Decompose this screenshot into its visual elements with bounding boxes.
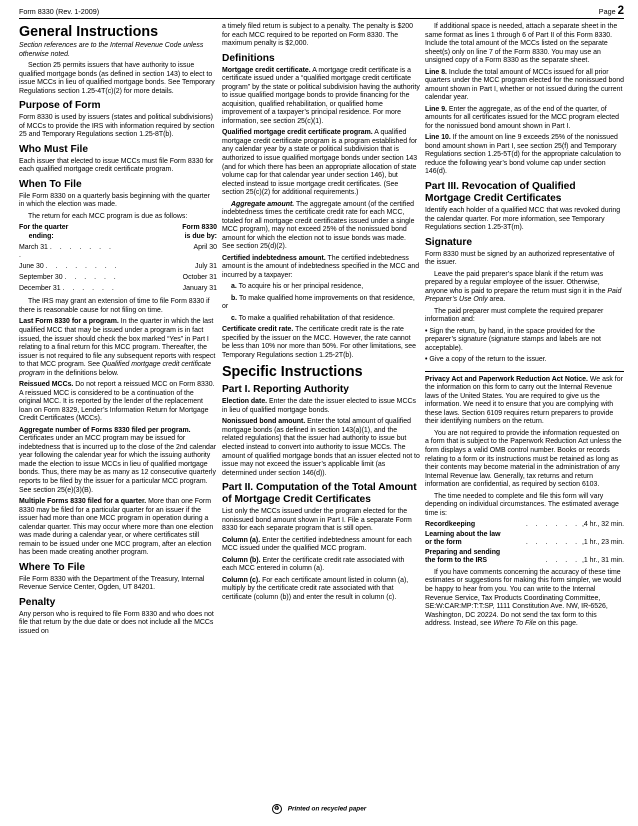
additional-space-paragraph: If additional space is needed, attach a separate sheet in the same format as lines 1 through 6 of Part II of this Form 8330. Include the total amount of the MCCs listed on the separate sheet(s) only on line 7 of the Form 8330. You may use an unsigned copy of a Form 8330 as the separate sheet. — [425, 23, 618, 65]
bullet-icon: • — [425, 327, 428, 335]
part-3-heading: Part III. Revocation of Qualified Mortgage Credit Certificates — [425, 180, 576, 204]
part-2-heading: Part II. Computation of the Total Amount of Mortgage Credit Certificates — [222, 482, 417, 506]
part-1-heading: Part I. Reporting Authority — [222, 384, 349, 396]
specific-instructions-heading: Specific Instructions — [222, 364, 363, 381]
column-2 — [222, 23, 420, 605]
signature-paragraph-1: Form 8330 must be signed by an authorized representative of the issuer. — [425, 250, 615, 267]
purpose-paragraph: Form 8330 is used by issuers (states and political subdivisions) of MCCs to provide the IRS with information required by section 25 and Temporary Regulations section 1.25-8T(b). — [19, 114, 215, 139]
last-form-paragraph: Last Form 8330 for a program. In the quarter in which the last qualified MCC that may be issued under a program is in fact issued, the issuer should check the box marked “Yes” in Part I relating to a final return for this MCC program. Thereafter, the issuer is not required to file any subsequent reports with respect to that MCC program. See Qualified mortgage credit certificate program in the definitions below. — [19, 318, 216, 377]
estimate-preparing: Preparing and sending the form to the IRS . . . . ,1 hr., 31 min. — [425, 548, 624, 565]
recycle-icon: ♻ — [272, 804, 282, 814]
list-item: a. To acquire his or her principal residence, — [231, 283, 364, 291]
line-8-paragraph: Line 8. Include the total amount of MCCs issued for all prior quarters under the MCC program elected for the nonissued bond amount shown in Part I, whether or not issued during the current calendar year. — [425, 68, 624, 102]
due-date-table — [19, 224, 217, 295]
page-number: Page 2 — [598, 5, 624, 17]
who-must-file-heading: Who Must File — [19, 143, 89, 155]
section-25-paragraph: Section 25 permits issuers that have authority to issue qualified mortgage bonds (as defined in section 143) to elect to issue MCCs in lieu of qualified mortgage bonds. See Temporary Regulations section 1.25-4T(c)(2) for more details. — [19, 61, 215, 95]
signature-paragraph-2: Leave the paid preparer’s space blank if the return was prepared by a regular employee of the issuer. Otherwise, anyone who is paid to prepare the return must sign it in the Paid Preparer’s Use Only area. — [425, 270, 622, 304]
signature-heading: Signature — [425, 236, 472, 248]
multiple-forms-paragraph: Multiple Forms 8330 filed for a quarter. More than one Form 8330 may be filed for a particular quarter for an issuer if the issuer had more than one MCC program in operation during a calendar quarter. This may occur where more than one election was made during a calendar year, or where certificates still remain to be issued under one MCC program, after an election has been made creating another program. — [19, 498, 214, 557]
table-row: September 30 . . . . . . October 31 — [19, 273, 217, 281]
page-footer — [0, 804, 638, 814]
quarter-column-header: For the quarter ending: — [19, 224, 69, 240]
definitions-heading: Definitions — [222, 52, 275, 64]
credit-rate-definition: Certificate credit rate. The certificate credit rate is the rate specified by the issuer on the MCC. However, the rate cannot be less than 10% nor more than 50%. For other limitations, see Temporary Regulations section 1.25-2T(b). — [222, 326, 416, 359]
form-revision-label: Form 8330 (Rev. 1-2009) — [19, 7, 100, 16]
extension-paragraph: The IRS may grant an extension of time to file Form 8330 if there is reasonable cause for not filing on time. — [19, 298, 210, 314]
not-required-paragraph: You are not required to provide the information requested on a form that is subject to the Paperwork Reduction Act unless the form displays a valid OMB control number. Books or records relating to a form or its instructions must be retained as long as their contents may become material in the administration of any Internal Revenue law. Generally, tax returns and return information are confidential, as required by section 6103. — [425, 429, 622, 489]
column-b-paragraph: Column (b). Enter the certificate credit rate associated with each MCC entered in column (a). — [222, 556, 405, 573]
time-estimate-paragraph: The time needed to complete and file this form will vary depending on individual circumstances. The estimated average time is: — [425, 492, 619, 517]
due-column-header: Form 8330 is due by: — [182, 224, 217, 240]
aggregate-number-paragraph: Aggregate number of Forms 8330 filed per program. Certificates under an MCC program may be issued for indebtedness that is incurred up to the close of the 2nd calendar year following the calendar year for which the issuing authority made the election to issue MCCs in lieu of qualified mortgage bonds. Thus, there may be as many as 12 consecutive quarterly reports to be filed by the issuer for a particular MCC program. See section 25(e)(3)(B). — [19, 426, 217, 494]
nonissued-bond-paragraph: Nonissued bond amount. Enter the total amount of qualified mortgage bonds (as defined in section 143(a)(1), and the related regulations) that the issuer had authority to issue but elected instead to convert into authority to issue MCCs. The amount of qualified mortgage bonds that an issuer elected not to issue may not exceed the issuer’s applicable limit (as determined under section 146(d)). — [222, 418, 420, 477]
signature-paragraph-3: The paid preparer must complete the required preparer information and: — [425, 307, 604, 324]
where-to-file-heading: Where To File — [19, 561, 86, 573]
mcc-definition: Mortgage credit certificate. A mortgage credit certificate is a certificate issued under a “qualified mortgage credit certificate program” by the state or political subdivision having the authority to issue qualified mortgage bonds to provide financing for the acquisition, qualified rehabilitation, or qualified home improvement of a taxpayer’s principal residence. For more information, see section 25(c)(1). — [222, 66, 420, 125]
certified-indebtedness-definition: Certified indebtedness amount. The certified indebtedness amount is the amount of indebtedness specified in the MCC and incurred by a taxpayer: — [222, 254, 420, 279]
purpose-heading: Purpose of Form — [19, 100, 101, 112]
who-must-file-paragraph: Each issuer that elected to issue MCCs must file Form 8330 for each qualified mortgage credit certificate program. — [19, 157, 214, 174]
table-row: December 31 . . . . . . January 31 — [19, 284, 217, 292]
column-1 — [19, 23, 217, 639]
table-row: March 31 . . . . . . . . April 30 — [19, 243, 217, 260]
part-2-paragraph: List only the MCCs issued under the program elected for the nonissued bond amount shown in Part I. File a separate Form 8330 for each separate program that is still open. — [222, 508, 412, 533]
list-item: b. To make qualified home improvements on that residence, or — [222, 294, 415, 311]
header-rule — [19, 18, 624, 19]
privacy-act-paragraph: Privacy Act and Paperwork Reduction Act Notice. We ask for the information on this form to carry out the Internal Revenue laws of the United States. You are required to give us the information. We need it to ensure that you are complying with these laws. Section 6109 requires return preparers to provide their identifying numbers on the return. — [425, 375, 623, 426]
estimate-learning: Learning about the law or the form . . . . . . ,1 hr., 23 min. — [425, 530, 624, 547]
line-9-paragraph: Line 9. Enter the aggregate, as of the end of the quarter, of amounts for all certificates issued for the MCC program elected for the nonissued bond amount shown in Part I. — [425, 105, 619, 130]
line-10-paragraph: Line 10. If the amount on line 9 exceeds 25% of the nonissued bond amount shown in Part I, see section 25(f) and Temporary Regulations section 1.25-5T(d) for the appropriate calculation to reduce the following year’s bond volume cap under section 146(d). — [425, 134, 621, 176]
general-instructions-heading: General Instructions — [19, 24, 159, 40]
table-row: June 30 . . . . . . . . July 31 — [19, 263, 217, 271]
column-3 — [425, 23, 624, 632]
when-to-file-heading: When To File — [19, 178, 82, 190]
where-to-file-paragraph: File Form 8330 with the Department of the Treasury, Internal Revenue Service Center, Ogden, UT 84201. — [19, 575, 205, 592]
penalty-paragraph: Any person who is required to file Form 8330 and who does not file that return by the due date or does not include all the MCCs issued on — [19, 610, 214, 636]
part-3-paragraph: Identify each holder of a qualified MCC that was revoked during the calendar quarter. For more information, see Temporary Regulations section 1.25-3T(m). — [425, 206, 621, 232]
due-intro-paragraph: The return for each MCC program is due as follows: — [28, 212, 188, 220]
list-item: • Give a copy of the return to the issuer. — [425, 356, 547, 364]
when-to-file-paragraph: File Form 8330 on a quarterly basis beginning with the quarter in which the election was made. — [19, 192, 210, 209]
time-estimates — [425, 521, 624, 566]
aggregate-amount-definition: Aggregate amount. The aggregate amount (of the certified indebtedness times the certificate credit rate for each MCC, totaled for all mortgage credit certificates issued under a single MCC program), may not exceed 25% of the nonissued bond amount for which the election not to issue bonds was made. See section 25(d)(2). — [222, 200, 415, 251]
penalty-continued-paragraph: a timely filed return is subject to a penalty. The penalty is $200 for each MCC required to be reported on Form 8330. The maximum penalty is $2,000. — [222, 23, 414, 48]
reissued-mccs-paragraph: Reissued MCCs. Do not report a reissued MCC on Form 8330. A reissued MCC is considered to be a continuation of the original MCC. It is reported by the lender of the replacement loan on Form 8329, Lender’s Information Return for Mortgage Credit Certificates (MCCs). — [19, 381, 215, 423]
list-item: • Sign the return, by hand, in the space provided for the preparer’s signature (signature stamps and labels are not acceptable). — [425, 327, 601, 352]
recycled-paper-note: Printed on recycled paper — [287, 805, 367, 813]
election-date-paragraph: Election date. Enter the date the issuer elected to issue MCCs in lieu of qualified mortgage bonds. — [222, 398, 416, 414]
comments-paragraph: If you have comments concerning the accuracy of these time estimates or suggestions for making this form simpler, we would be happy to hear from you. You can write to the Internal Revenue Service, Tax Products Coordinating Committee, SE:W:CAR:MP:T:T:SP, 1111 Constitution Ave. NW, IR-6526, Washington, DC 20224. Do not send the tax form to this address. Instead, see Where To File on this page. — [425, 568, 622, 628]
column-c-paragraph: Column (c). For each certificate amount listed in column (a), multiply by the certificate credit rate associated with that certificate (column (b)) and enter the result in column (c). — [222, 576, 409, 601]
section-references-note: Section references are to the Internal Revenue Code unless otherwise noted. — [19, 42, 204, 58]
qualified-program-definition: Qualified mortgage credit certificate program. A qualified mortgage credit certificate program is a program established for any calendar year by a state or political subdivision that is authorized to issue qualified mortgage bonds under section 143 (and for which there has been an appropriate allocation of state volume cap for that calendar year under section 146), but elected instead to issue mortgage credit certificates. (See section 25(c)(2) for additional requirements.) — [222, 129, 418, 197]
section-divider — [425, 371, 624, 372]
estimate-recordkeeping: Recordkeeping . . . . . . ,4 hr., 32 min. — [425, 521, 624, 529]
column-a-paragraph: Column (a). Enter the certified indebtedness amount for each MCC issued under the qualified MCC program. — [222, 536, 412, 553]
list-item: c. To make a qualified rehabilitation of that residence. — [231, 314, 395, 322]
bullet-icon: • — [425, 356, 428, 364]
penalty-heading: Penalty — [19, 596, 56, 608]
